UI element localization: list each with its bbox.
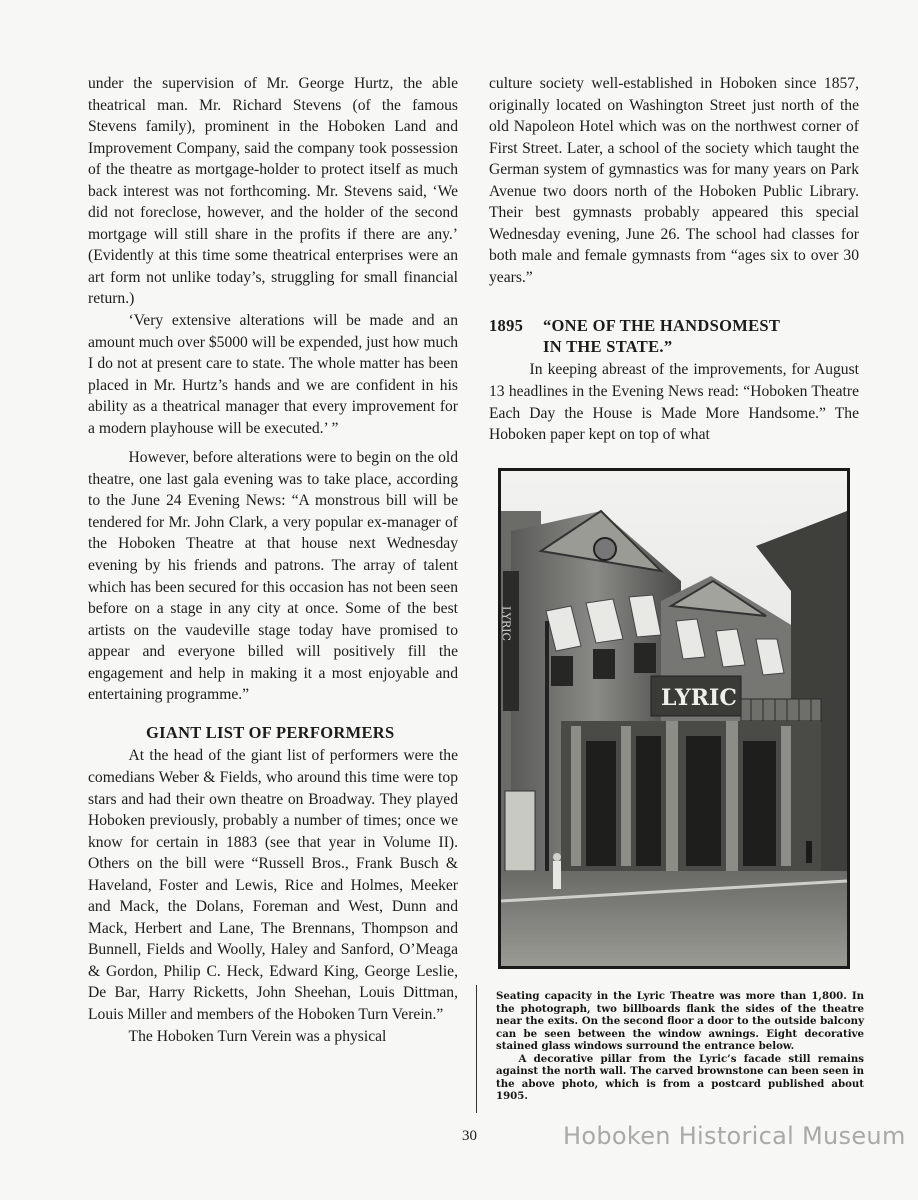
left-paragraph-1: under the supervision of Mr. George Hurtz, the able theatrical man. Mr. Richard Stevens (of the famous Stevens family), prominent in the Hoboken Land and Improvement Company, said the company took possession of the theatre as mortgage-holder to protect itself as much back interest was not forthcoming. Mr. Stevens said, ‘We did not foreclose, however, and the holder of the second mortgage will still share in the profits if there are any.’ (Evidently at this time some theatrical enterprises were an art form not unlike today’s, struggling for small financial return.): [88, 75, 458, 308]
right-column: [489, 73, 859, 446]
photo-caption: [496, 990, 864, 1103]
left-paragraph-3: However, before alterations were to begin on the old theatre, one last gala evening was to take place, according to the June 24 Evening News: “A monstrous bill will be tendered for Mr. John Clark, a very popular ex-manager of the Hoboken Theatre at that house next Wednesday evening by his friends and patrons. The array of talent which has been secured for this occasion has not been seen before on a stage in any city at once. Some of the best artists on the vaudeville stage today have promised to appear and everyone billed will positively fill the engagement and help in making it a most enjoyable and entertaining programme.”: [88, 449, 458, 704]
left-paragraph-5: The Hoboken Turn Verein was a physical: [128, 1027, 387, 1045]
page-number: 30: [462, 1128, 477, 1144]
section-heading-giant-list: GIANT LIST OF PERFORMERS: [146, 722, 395, 742]
heading-year: 1895: [489, 316, 524, 336]
caption-paragraph-2: A decorative pillar from the Lyric’s facade still remains against the north wall. The carved brownstone can been seen in the above photo, which is from a postcard published about 1905.: [496, 1052, 864, 1102]
left-column: [88, 73, 458, 1047]
left-paragraph-2: ‘Very extensive alterations will be made and an amount much over $5000 will be expended, just how much I do not at present care to state. The whole matter has been placed in Mr. Hurtz’s hands and we are confident in his ability as a theatrical manager that every improvement for a modern playhouse will be executed.’ ”: [88, 312, 458, 437]
section-heading-1895: [489, 315, 859, 357]
lyric-theatre-photo: [498, 468, 850, 969]
marquee-sign: LYRIC: [661, 685, 737, 711]
museum-watermark: Hoboken Historical Museum: [563, 1122, 906, 1150]
vertical-side-sign: LYRIC: [499, 606, 513, 641]
heading-title-line-2: IN THE STATE.”: [543, 337, 673, 357]
left-paragraph-4: At the head of the giant list of performers were the comedians Weber & Fields, who around this time were top stars and had their own theatre on Broadway. They played Hoboken previously, probably a number of times; once we know for certain in 1883 (see that year in Volume II). Others on the bill were “Russell Bros., Frank Busch & Haveland, Foster and Lewis, Rice and Holmes, Meeker and Mack, the Dolans, Foreman and West, Dunn and Mack, Herbert and Lane, The Brennans, Thompson and Bunnell, Fields and Woolly, Haley and Sanford, O’Meaga & Gordon, Philip C. Heck, Edward King, George Leslie, De Bar, Harry Ricketts, John Sheehan, Louis Dittman, Louis Miller and members of the Hoboken Turn Verein.”: [88, 747, 458, 1023]
heading-title-line-1: “ONE OF THE HANDSOMEST: [543, 316, 781, 336]
right-paragraph-2: In keeping abreast of the improvements, for August 13 headlines in the Evening News read: “Hoboken Theatre Each Day the House is Made More Handsome.” The Hoboken paper kept on top of what: [489, 361, 859, 444]
caption-rule: [476, 985, 477, 1113]
right-paragraph-1: culture society well-established in Hoboken since 1857, originally located on Washington Street just north of the old Napoleon Hotel which was on the northwest corner of First Street. Later, a school of the society which taught the German system of gymnastics was for many years on Park Avenue two doors north of the Hoboken Public Library. Their best gymnasts probably appeared this special Wednesday evening, June 26. The school had classes for both male and female gymnasts from “ages six to over 30 years.”: [489, 75, 859, 286]
caption-paragraph-1: Seating capacity in the Lyric Theatre was more than 1,800. In the photograph, two billboards flank the sides of the theatre near the exits. On the second floor a door to the outside balcony can be seen between the window awnings. Eight decorative stained glass windows surround the entrance below.: [496, 990, 864, 1052]
heading-title: [543, 315, 780, 357]
